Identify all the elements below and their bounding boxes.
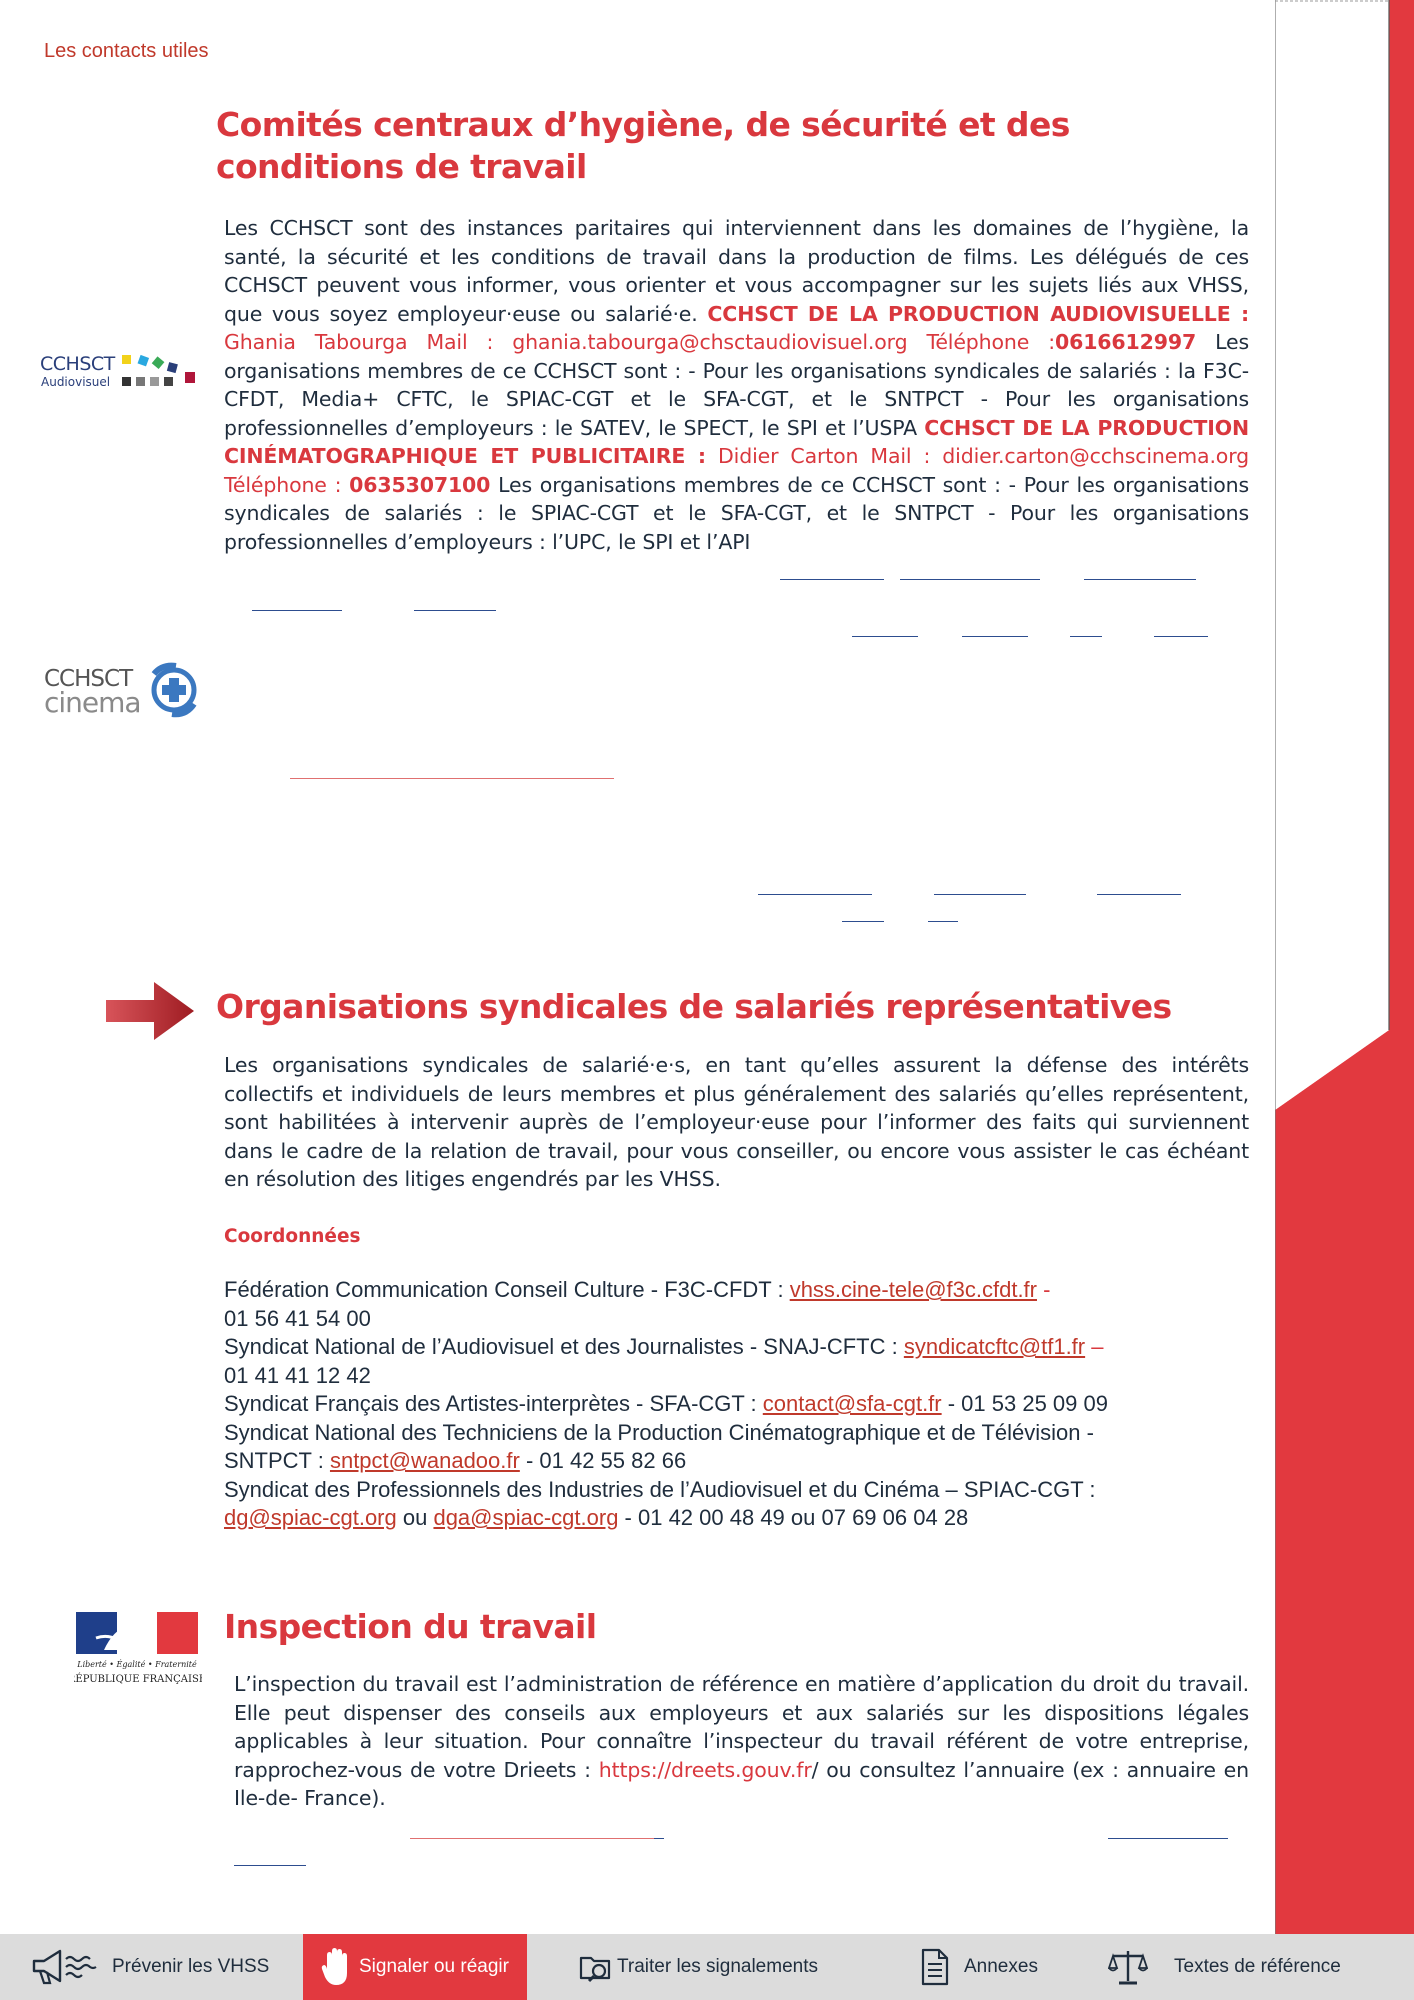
contact-snaj-phone: 01 41 41 12 42 [224, 1362, 371, 1388]
decorative-line [252, 610, 342, 611]
nav-annexes[interactable] [860, 1934, 1066, 2000]
cine-members: Les organisations membres de ce CCHSCT sont : - Pour les organisations syndicales de salariés : le SPIAC-CGT et le SFA-CGT, et le SNTPCT - Pour les organisations professionnelles d’employeurs : l’UPC, le SPI et l’API [224, 472, 1249, 554]
decorative-line [852, 636, 918, 637]
contact-spiac-line2: dg@spiac-cgt.org ou dga@spiac-cgt.org - 01 42 00 48 49 ou 07 69 06 04 28 [224, 1505, 969, 1530]
email-link-sfa[interactable]: contact@sfa-cgt.fr [762, 1391, 942, 1416]
decorative-line [1070, 636, 1102, 637]
orgs-paragraph: Les organisations syndicales de salarié·e·s, en tant qu’elles assurent la défense des intérêts collectifs et individuels de leurs membres et plus généralement des salariés qu’elles représentent, sont habilitées à intervenir auprès de l’employeur·euse pour l’informer des faits qui surviennent dans le cadre de la relation de travail, pour vous conseiller, ou encore vous assister le cas échéant en résolution des litiges engendrés par les VHSS. [224, 1053, 1249, 1191]
logo-cine-top-text: CCHSCT [44, 666, 133, 692]
document-icon [920, 1948, 950, 1986]
decorative-line [414, 610, 496, 611]
decorative-line [780, 579, 884, 580]
inspection-paragraph: L’inspection du travail est l’administration de référence en matière d’application du droit du travail. Elle peut dispenser des conseils aux employeurs et aux salariés sur les dispositions légales applicables à leur situation. Pour connaître l’inspecteur du travail référent de votre entreprise, rapprochez-vous de votre Drieets : https://dreets.gouv.fr/ ou consultez l’annuaire (ex : annuaire en Ile-de- France). [234, 1672, 1249, 1810]
decorative-line [234, 1865, 306, 1866]
decorative-line [842, 921, 884, 922]
nav-annexes-label: Annexes [964, 1956, 1038, 1977]
decorative-line [654, 1838, 664, 1839]
decorative-line [928, 921, 958, 922]
bottom-navigation [0, 1934, 1414, 2000]
cchsct-paragraph [224, 214, 1249, 556]
cine-heading: CCHSCT DE LA PRODUCTION CINÉMATOGRAPHIQUE ET PUBLICITAIRE : [224, 415, 1250, 468]
contact-spiac-cgt: Syndicat des Professionnels des Industries de l’Audiovisuel et du Cinéma – SPIAC-CGT : [224, 1476, 1096, 1502]
dreets-link[interactable]: https://dreets.gouv.fr [598, 1757, 812, 1782]
union-contacts-list [224, 1276, 1264, 1533]
decorative-line [1108, 1838, 1228, 1839]
folder-search-icon [579, 1950, 613, 1984]
decorative-line [758, 894, 872, 895]
scales-icon [1108, 1948, 1148, 1986]
inspection-section-title: Inspection du travail [224, 1607, 597, 1646]
nav-traiter-label: Traiter les signalements [617, 1956, 818, 1977]
contact-sntpct-line2: SNTPCT : sntpct@wanadoo.fr - 01 42 55 82 66 [224, 1448, 687, 1473]
contact-sfa-cgt: Syndicat Français des Artistes-interprètes - SFA-CGT : contact@sfa-cgt.fr - 01 53 25 09 09 [224, 1391, 1108, 1416]
section-label: Les contacts utiles [44, 40, 209, 62]
cchsct-cinema-logo [42, 660, 202, 720]
cine-phone: 0635307100 [349, 472, 491, 497]
decorative-line [410, 1838, 654, 1839]
logo-rf-motto: Liberté • Égalité • Fraternité [77, 1660, 197, 1669]
av-members: Les organisations membres de ce CCHSCT sont : - Pour les organisations syndicales de salariés : la F3C-CFDT, Media+ CFTC, le SPIAC-CGT et le SFA-CGT, et le SNTPCT - Pour les organisations professionnelles d’employeurs : le SATEV, le SPECT, le SPI et l’USPA [224, 330, 1250, 440]
logo-av-top-text: CCHSCT [40, 353, 115, 375]
decorative-line [1097, 894, 1181, 895]
nav-signaler-label: Signaler ou réagir [359, 1956, 509, 1977]
nav-prevenir[interactable] [0, 1934, 303, 2000]
cchsct-audiovisuel-logo [38, 350, 202, 392]
email-link-f3c[interactable]: vhss.cine-tele@f3c.cfdt.fr [789, 1277, 1037, 1302]
contact-sntpct: Syndicat National des Techniciens de la Production Cinématographique et de Télévision - [224, 1419, 1094, 1445]
email-link-snaj[interactable]: syndicatcftc@tf1.fr [903, 1334, 1086, 1359]
contact-f3c-cfdt: Fédération Communication Conseil Culture - F3C-CFDT : vhss.cine-tele@f3c.cfdt.fr - [224, 1277, 1051, 1302]
decorative-line [1154, 636, 1208, 637]
email-link-spiac-dg[interactable]: dg@spiac-cgt.org [224, 1505, 397, 1530]
contact-snaj-cftc: Syndicat National de l’Audiovisuel et des Journalistes - SNAJ-CFTC : syndicatcftc@tf1.fr – [224, 1334, 1104, 1359]
nav-textes-label: Textes de référence [1174, 1956, 1341, 1977]
megaphone-icon [30, 1947, 102, 1987]
decorative-line [1084, 579, 1196, 580]
coordonnees-label: Coordonnées [224, 1226, 361, 1247]
av-phone: 0616612997 [1054, 330, 1197, 354]
decorative-side-strip [1275, 0, 1414, 1934]
decorative-line [900, 579, 1040, 580]
nav-prevenir-label: Prévenir les VHSS [112, 1956, 270, 1977]
av-heading: CCHSCT DE LA PRODUCTION AUDIOVISUELLE : [707, 301, 1249, 326]
cine-contact[interactable]: Didier Carton Mail : didier.carton@cchscinema.org Téléphone : [224, 444, 1249, 497]
cchsct-section-title: Comités centraux d’hygiène, de sécurité et des conditions de travail [216, 105, 1070, 186]
email-link-sntpct[interactable]: sntpct@wanadoo.fr [329, 1448, 520, 1473]
arrow-right-icon [106, 980, 198, 1042]
email-link-spiac-dga[interactable]: dga@spiac-cgt.org [433, 1505, 619, 1530]
raised-hand-icon [321, 1945, 351, 1989]
cchsct-intro: Les CCHSCT sont des instances paritaires qui interviennent dans les domaines de l’hygiène, la santé, la sécurité et les conditions de travail dans la production de films. Les délégués de ces CCHSCT peuvent vous informer, vous orienter et vous accompagner sur les sujets liés aux VHSS, que vous soyez employeur·euse ou salarié·e. [224, 216, 1249, 326]
nav-traiter[interactable] [527, 1934, 860, 2000]
logo-cine-bottom-text: cinema [44, 686, 141, 719]
republique-francaise-logo [74, 1610, 202, 1690]
contact-f3c-phone: 01 56 41 54 00 [224, 1305, 371, 1331]
orgs-section-title: Organisations syndicales de salariés représentatives [216, 987, 1172, 1026]
nav-textes[interactable] [1066, 1934, 1414, 2000]
nav-signaler[interactable] [303, 1934, 527, 2000]
decorative-line [962, 636, 1028, 637]
logo-rf-name: RÉPUBLIQUE FRANÇAISE [74, 1674, 202, 1685]
decorative-line [290, 778, 614, 779]
decorative-line [934, 894, 1026, 895]
logo-av-bottom-text: Audiovisuel [41, 375, 111, 389]
av-contact[interactable]: Ghania Tabourga Mail : ghania.tabourga@chsctaudiovisuel.org Téléphone : [224, 330, 1055, 354]
